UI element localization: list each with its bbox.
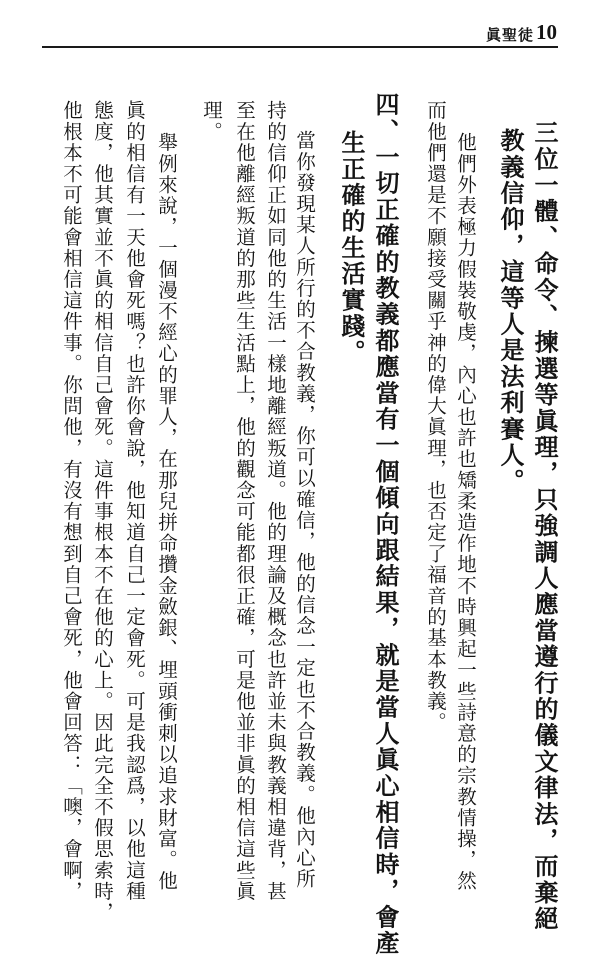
- page-header: [0, 0, 600, 60]
- text-column-8: 持的信仰正如同他的生活一樣地離經叛道。他的理論及概念也許並未與教義相違背，甚: [264, 100, 287, 902]
- text-column-7: 當你發現某人所行的不合教義，你可以確信，他的信念一定也不合教義。他內心所: [293, 130, 316, 890]
- text-column-4: 而他們還是不願接受關乎神的偉大眞理，也否定了福音的基本教義。: [424, 100, 447, 733]
- text-column-3: 他們外表極力假裝敬虔，內心也許也矯柔造作地不時興起一些詩意的宗教情操，然: [454, 132, 477, 892]
- text-column-10: 理。: [200, 100, 223, 143]
- text-column-1: 三位一體、命令、揀選等眞理，只強調人應當遵行的儀文律法，而棄絕: [530, 120, 559, 933]
- text-column-12: 眞的相信有一天他會死嗎？也許你會說，他知道自己一定會死。可是我認爲，以他這種: [123, 100, 146, 902]
- text-column-13: 態度，他其實並不眞的相信自己會死。這件事根本不在他的心上。因此完全不假思索時，: [91, 100, 114, 923]
- header-rule: [42, 46, 558, 48]
- book-title: 眞聖徒: [485, 26, 534, 44]
- text-column-14: 他根本不可能會相信這件事。你問他，有沒有想到自己會死，他會回答：「噢，會啊，: [60, 100, 83, 902]
- page-number: 10: [536, 20, 557, 44]
- text-column-11: 舉例來說，一個漫不經心的罪人，在那兒拼命攢金斂銀、埋頭衝刺以追求財富。他: [155, 132, 178, 892]
- section-heading-4-cont: 生正確的生活實踐。: [337, 130, 366, 366]
- text-column-9: 至在他離經叛道的那些生活點上，他的觀念可能都很正確，可是他並非眞的相信這些眞: [233, 100, 256, 902]
- section-heading-4: 四、一切正確的教義都應當有一個傾向跟結果，就是當人眞心相信時，會產: [371, 92, 400, 957]
- text-column-2: 教義信仰，這等人是法利賽人。: [496, 128, 525, 495]
